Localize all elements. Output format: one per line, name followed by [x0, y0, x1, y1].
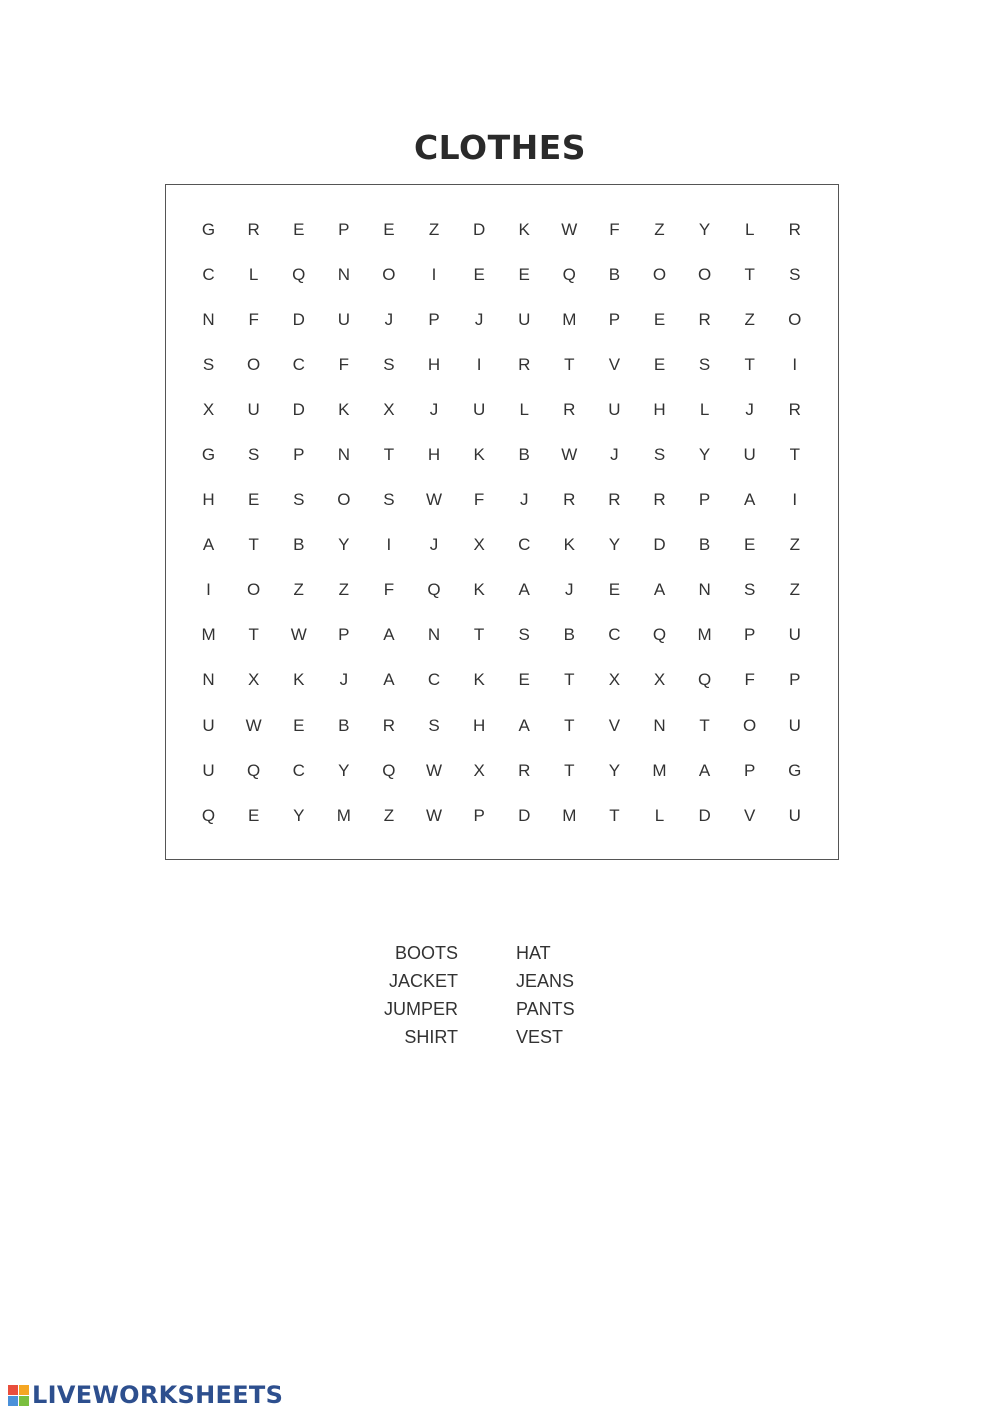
grid-letter[interactable]: G [201, 445, 216, 465]
grid-letter[interactable]: C [518, 535, 531, 555]
grid-letter[interactable]: M [562, 805, 577, 825]
grid-letter[interactable]: A [653, 580, 666, 600]
grid-letter[interactable]: Q [201, 805, 216, 825]
grid-letter[interactable]: E [608, 580, 621, 600]
grid-letter[interactable]: R [382, 715, 396, 735]
grid-letter[interactable]: T [564, 670, 575, 690]
grid-letter[interactable]: B [293, 535, 305, 555]
grid-letter[interactable]: T [383, 445, 395, 465]
grid-letter[interactable]: X [383, 399, 395, 419]
grid-letter[interactable]: R [698, 309, 711, 329]
grid-letter[interactable]: A [383, 670, 395, 690]
grid-letter[interactable]: E [653, 354, 666, 374]
logo-block [19, 1385, 29, 1395]
grid-letter[interactable]: H [427, 354, 441, 374]
grid-letter[interactable]: N [337, 445, 350, 465]
grid-letter[interactable]: X [653, 670, 666, 690]
grid-letter[interactable]: Q [247, 760, 261, 780]
grid-letter[interactable]: N [202, 670, 215, 690]
grid-letter[interactable]: B [338, 715, 350, 735]
grid-letter[interactable]: H [653, 399, 666, 419]
grid-letter[interactable]: J [429, 399, 439, 419]
grid-letter[interactable]: I [476, 354, 482, 374]
grid-letter[interactable]: O [697, 264, 712, 284]
grid-letter[interactable]: H [427, 445, 441, 465]
grid-letter[interactable]: I [792, 354, 798, 374]
grid-letter[interactable]: T [744, 354, 755, 374]
grid-letter[interactable]: E [653, 309, 666, 329]
grid-letter[interactable]: R [518, 354, 531, 374]
grid-letter[interactable]: N [653, 715, 666, 735]
word-list-item: PANTS [516, 999, 575, 1019]
grid-letter[interactable]: P [608, 309, 621, 329]
grid-letter[interactable]: P [473, 805, 485, 825]
grid-letter[interactable]: D [292, 399, 305, 419]
grid-letter[interactable]: S [744, 580, 756, 600]
grid-letter[interactable]: I [431, 264, 437, 284]
grid-letter[interactable]: O [247, 580, 261, 600]
grid-letter[interactable]: E [518, 264, 530, 284]
grid-letter[interactable]: I [386, 535, 392, 555]
grid-letter[interactable]: S [293, 490, 305, 510]
grid-letter[interactable]: T [564, 354, 575, 374]
grid-letter[interactable]: O [247, 354, 261, 374]
grid-letter[interactable]: E [293, 219, 305, 239]
grid-letter[interactable]: Y [698, 219, 711, 239]
grid-letter[interactable]: M [201, 625, 216, 645]
grid-letter[interactable]: K [338, 399, 350, 419]
grid-letter[interactable]: L [248, 264, 259, 284]
grid-letter[interactable]: R [247, 219, 260, 239]
grid-letter[interactable]: W [561, 445, 578, 465]
grid-letter[interactable]: V [744, 805, 756, 825]
grid-letter[interactable]: R [653, 490, 666, 510]
grid-letter[interactable]: Z [383, 805, 395, 825]
grid-letter[interactable]: J [384, 309, 394, 329]
grid-letter[interactable]: C [292, 354, 305, 374]
grid-letter[interactable]: Z [789, 580, 800, 600]
grid-letter[interactable]: Z [654, 219, 665, 239]
grid-letter[interactable]: A [744, 490, 756, 510]
grid-letter[interactable]: G [201, 219, 216, 239]
grid-letter[interactable]: X [247, 670, 260, 690]
grid-letter[interactable]: T [699, 715, 710, 735]
grid-letter[interactable]: W [425, 490, 443, 510]
grid-letter[interactable]: E [247, 805, 260, 825]
grid-letter[interactable]: F [248, 309, 259, 329]
grid-letter[interactable]: A [383, 625, 395, 645]
brand-name: LIVEWORKSHEETS [32, 1381, 284, 1409]
grid-letter[interactable]: P [698, 490, 711, 510]
grid-letter[interactable]: W [425, 805, 443, 825]
grid-letter[interactable]: N [427, 625, 441, 645]
grid-letter[interactable]: U [518, 309, 531, 329]
grid-letter[interactable]: Y [698, 445, 711, 465]
grid-letter[interactable]: H [472, 715, 486, 735]
grid-letter[interactable]: Q [292, 264, 306, 284]
grid-letter[interactable]: S [698, 354, 711, 374]
logo-block [19, 1396, 29, 1406]
grid-letter[interactable]: F [383, 580, 395, 600]
grid-letter[interactable]: P [338, 219, 350, 239]
grid-letter[interactable]: U [202, 715, 215, 735]
grid-letter[interactable]: T [789, 445, 800, 465]
grid-letter[interactable]: T [564, 715, 575, 735]
grid-letter[interactable]: T [248, 535, 259, 555]
grid-letter[interactable]: Q [652, 625, 667, 645]
grid-letter[interactable]: F [744, 670, 755, 690]
grid-letter[interactable]: R [788, 399, 801, 419]
grid-letter[interactable]: M [652, 760, 667, 780]
grid-letter[interactable]: Y [608, 535, 621, 555]
grid-letter[interactable]: Q [562, 264, 576, 284]
grid-letter[interactable]: H [202, 490, 215, 510]
grid-letter[interactable]: Q [382, 760, 396, 780]
grid-letter[interactable]: U [608, 399, 621, 419]
page-title: CLOTHES [413, 128, 587, 167]
grid-letter[interactable]: U [788, 805, 801, 825]
grid-letter[interactable]: U [743, 445, 756, 465]
grid-letter[interactable]: U [247, 399, 260, 419]
grid-letter[interactable]: P [744, 625, 756, 645]
grid-letter[interactable]: Y [293, 805, 305, 825]
grid-letter[interactable]: U [202, 760, 215, 780]
grid-letter[interactable]: U [337, 309, 350, 329]
grid-letter[interactable]: Z [744, 309, 755, 329]
grid-letter[interactable]: B [698, 535, 711, 555]
grid-letter[interactable]: B [608, 264, 621, 284]
grid-letter[interactable]: O [743, 715, 757, 735]
word-list [360, 942, 620, 1049]
grid-letter[interactable]: L [699, 399, 710, 419]
grid-letter[interactable]: J [429, 535, 439, 555]
grid-letter[interactable]: O [652, 264, 667, 284]
grid-letter[interactable]: C [427, 670, 441, 690]
grid-letter[interactable]: K [473, 670, 485, 690]
grid-letter[interactable]: N [202, 309, 215, 329]
grid-letter[interactable]: Z [293, 580, 304, 600]
grid-letter[interactable]: P [293, 445, 305, 465]
letter-grid [186, 207, 817, 838]
grid-letter[interactable]: L [654, 805, 665, 825]
word-list-item: BOOTS [394, 943, 458, 963]
grid-letter[interactable]: W [561, 219, 578, 239]
grid-letter[interactable]: Y [608, 760, 621, 780]
grid-letter[interactable]: A [518, 580, 530, 600]
grid-letter[interactable]: N [698, 580, 711, 600]
grid-letter[interactable]: K [563, 535, 575, 555]
grid-letter[interactable]: E [744, 535, 756, 555]
logo-block [8, 1396, 18, 1406]
grid-letter[interactable]: C [202, 264, 215, 284]
grid-letter[interactable]: A [698, 760, 711, 780]
grid-letter[interactable]: R [788, 219, 801, 239]
grid-letter[interactable]: T [564, 760, 575, 780]
grid-letter[interactable]: K [518, 219, 530, 239]
grid-letter[interactable]: K [473, 445, 485, 465]
grid-letter[interactable]: W [245, 715, 262, 735]
grid-letter[interactable]: R [608, 490, 621, 510]
grid-letter[interactable]: P [744, 760, 756, 780]
grid-letter[interactable]: Z [789, 535, 800, 555]
grid-letter[interactable]: D [292, 309, 305, 329]
grid-letter[interactable]: G [788, 760, 802, 780]
grid-letter[interactable]: U [788, 715, 801, 735]
grid-letter[interactable]: B [518, 445, 530, 465]
grid-letter[interactable]: Y [338, 535, 350, 555]
grid-letter[interactable]: M [562, 309, 577, 329]
grid-letter[interactable]: I [792, 490, 798, 510]
grid-letter[interactable]: S [383, 354, 395, 374]
grid-letter[interactable]: D [472, 219, 486, 239]
grid-letter[interactable]: K [473, 580, 485, 600]
word-list-item: HAT [516, 943, 551, 963]
grid-letter[interactable]: T [744, 264, 755, 284]
grid-letter[interactable]: J [519, 490, 529, 510]
grid-letter[interactable]: F [338, 354, 350, 374]
word-list-item: VEST [516, 1027, 564, 1047]
grid-letter[interactable]: L [519, 399, 529, 419]
grid-letter[interactable]: X [473, 760, 485, 780]
grid-letter[interactable]: E [518, 670, 530, 690]
grid-letter[interactable]: P [428, 309, 440, 329]
word-list-item: SHIRT [404, 1027, 458, 1047]
grid-letter[interactable]: J [610, 445, 619, 465]
grid-letter[interactable]: T [248, 625, 259, 645]
grid-letter[interactable]: X [202, 399, 215, 419]
liveworksheets-logo-icon [8, 1385, 29, 1406]
grid-letter[interactable]: Z [428, 219, 440, 239]
grid-letter[interactable]: S [383, 490, 395, 510]
grid-letter[interactable]: T [609, 805, 620, 825]
grid-letter[interactable]: W [425, 760, 443, 780]
grid-letter[interactable]: D [518, 805, 531, 825]
grid-letter[interactable]: O [788, 309, 802, 329]
grid-letter[interactable]: W [290, 625, 307, 645]
grid-letter[interactable]: D [698, 805, 711, 825]
grid-letter[interactable]: F [473, 490, 485, 510]
grid-letter[interactable]: S [428, 715, 440, 735]
grid-letter[interactable]: M [697, 625, 712, 645]
grid-letter[interactable]: F [609, 219, 620, 239]
grid-letter[interactable]: B [563, 625, 575, 645]
grid-letter[interactable]: J [474, 309, 484, 329]
grid-letter[interactable]: V [608, 354, 621, 374]
grid-letter[interactable]: C [292, 760, 305, 780]
grid-letter[interactable]: K [293, 670, 305, 690]
word-list-item: JACKET [388, 971, 458, 991]
grid-letter[interactable]: A [202, 535, 215, 555]
grid-letter[interactable]: U [788, 625, 801, 645]
grid-letter[interactable]: L [744, 219, 755, 239]
grid-letter[interactable]: I [206, 580, 211, 600]
grid-letter[interactable]: X [608, 670, 621, 690]
grid-letter[interactable]: R [518, 760, 531, 780]
logo-block [8, 1385, 18, 1395]
grid-letter[interactable]: S [789, 264, 801, 284]
grid-letter[interactable]: D [653, 535, 666, 555]
grid-letter[interactable]: S [518, 625, 530, 645]
grid-letter[interactable]: E [383, 219, 395, 239]
grid-letter[interactable]: J [745, 399, 754, 419]
brand-footer [8, 1380, 283, 1410]
grid-letter[interactable]: S [202, 354, 215, 374]
grid-letter[interactable]: E [473, 264, 485, 284]
grid-letter[interactable]: Q [427, 580, 441, 600]
grid-letter[interactable]: M [336, 805, 351, 825]
grid-letter[interactable]: J [565, 580, 574, 600]
grid-letter[interactable]: J [339, 670, 349, 690]
grid-letter[interactable]: Y [338, 760, 350, 780]
grid-letter[interactable]: S [247, 445, 260, 465]
grid-letter[interactable]: O [337, 490, 351, 510]
grid-letter[interactable]: E [293, 715, 305, 735]
grid-letter[interactable]: X [473, 535, 485, 555]
grid-letter[interactable]: Q [697, 670, 712, 690]
grid-letter[interactable]: N [337, 264, 350, 284]
grid-letter[interactable]: T [473, 625, 485, 645]
grid-letter[interactable]: R [563, 490, 576, 510]
word-list-item: JUMPER [383, 999, 458, 1019]
grid-letter[interactable]: P [789, 670, 801, 690]
grid-letter[interactable]: U [472, 399, 486, 419]
grid-letter[interactable]: E [247, 490, 260, 510]
grid-letter[interactable]: C [608, 625, 621, 645]
grid-letter[interactable]: A [518, 715, 530, 735]
grid-letter[interactable]: P [338, 625, 350, 645]
word-search-grid [165, 184, 839, 860]
word-list-item: JEANS [516, 971, 575, 991]
grid-letter[interactable]: R [563, 399, 576, 419]
grid-letter[interactable]: Z [338, 580, 350, 600]
grid-letter[interactable]: O [382, 264, 396, 284]
grid-letter[interactable]: V [608, 715, 621, 735]
grid-letter[interactable]: S [653, 445, 666, 465]
